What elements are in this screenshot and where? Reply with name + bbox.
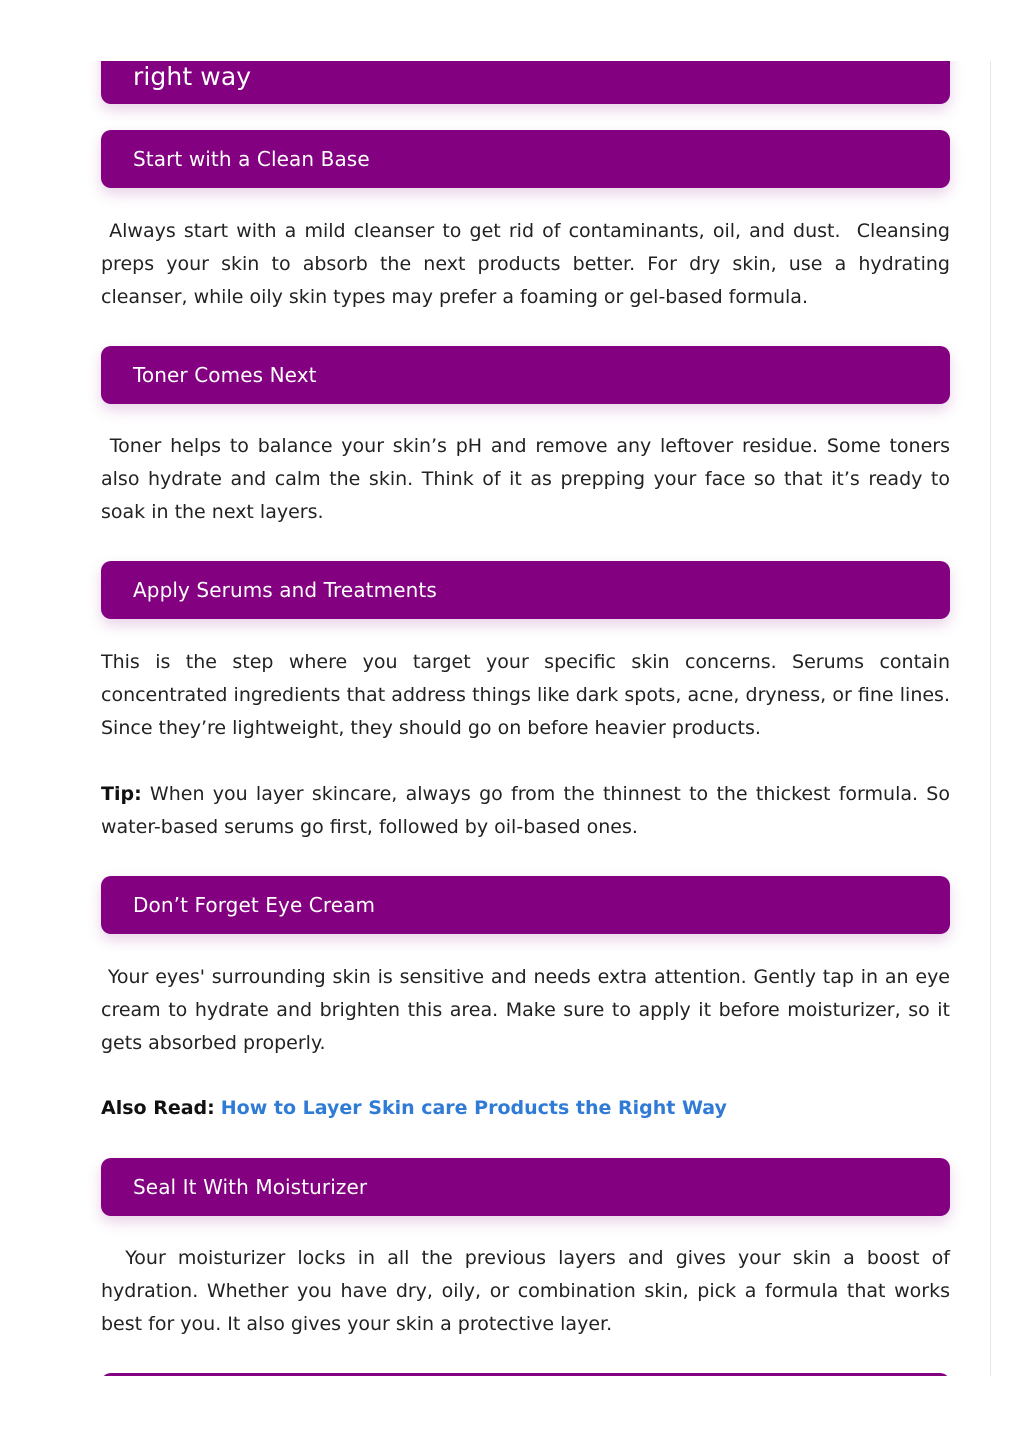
section-heading-toner: [101, 346, 950, 404]
section-heading-text: Toner Comes Next: [133, 363, 317, 387]
also-read-label: Also Read:: [101, 1097, 215, 1119]
paragraph-eye-cream: Your eyes' surrounding skin is sensitive and needs extra attention. Gently tap in an eye cream to hydrate and brighten this area. Make sure to apply it before moisturizer, so it gets absorbed properly.: [101, 966, 950, 1054]
section-heading-moisturizer: [101, 1158, 950, 1216]
section-heading-clean-base: [101, 130, 950, 188]
section-heading-eye-cream: [101, 876, 950, 934]
paragraph-toner: Toner helps to balance your skin’s pH and remove any leftover residue. Some toners also hydrate and calm the skin. Think of it as prepping your face so that it’s ready to soak in the next layers.: [101, 435, 950, 523]
tip-label: Tip:: [101, 783, 142, 805]
section-heading-text: Start with a Clean Base: [133, 147, 370, 171]
article-viewport[interactable]: [0, 61, 991, 1376]
tip-text: When you layer skincare, always go from the thinnest to the thickest formula. So water-based serums go first, followed by oil-based ones.: [101, 783, 950, 838]
also-read: [101, 1092, 950, 1125]
paragraph-clean-base: Always start with a mild cleanser to get rid of contaminants, oil, and dust. Cleansing preps your skin to absorb the next products better. For dry skin, use a hydrating cleanser, while oily skin types may prefer a foaming or gel-based formula.: [101, 220, 950, 308]
section-heading-serums: [101, 561, 950, 619]
section-heading-text: Apply Serums and Treatments: [133, 578, 437, 602]
paragraph-serums: This is the step where you target your specific skin concerns. Serums contain concentrated ingredients that address things like dark spots, acne, dryness, or fine lines. Since they’re lightweight, they should go on before heavier products.: [101, 651, 950, 739]
section-heading-next-partial: [101, 1373, 950, 1376]
section-heading-text: right way: [133, 62, 252, 91]
paragraph-moisturizer: Your moisturizer locks in all the previous layers and gives your skin a boost of hydration. Whether you have dry, oily, or combination skin, pick a formula that works best for you. It also gives your skin a protective layer.: [101, 1247, 950, 1335]
section-heading-top: [101, 61, 950, 104]
section-heading-text: Don’t Forget Eye Cream: [133, 893, 376, 917]
section-heading-text: Seal It With Moisturizer: [133, 1175, 368, 1199]
also-read-link[interactable]: How to Layer Skin care Products the Right Way: [220, 1097, 727, 1119]
paragraph-tip: [101, 778, 950, 844]
